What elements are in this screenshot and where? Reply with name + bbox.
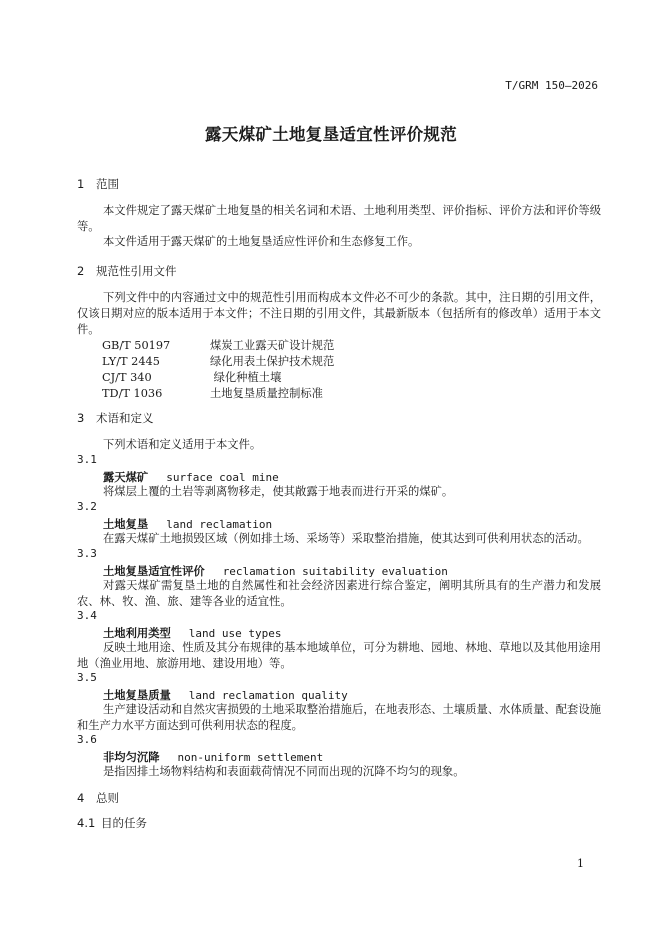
terms-intro: 下列术语和定义适用于本文件。 [103, 438, 262, 451]
section-heading-general [77, 790, 119, 806]
section-number: 4 [77, 791, 85, 805]
term-heading [103, 516, 272, 532]
subsection-number: 4.1 [77, 816, 96, 830]
term-chinese: 土地复垦适宜性评价 [103, 565, 205, 578]
term-chinese: 土地复垦质量 [103, 689, 171, 702]
term-definition: 反映土地用途、性质及其分布规律的基本地域单位，可分为耕地、园地、林地、草地以及其他用途用地（渔业用地、旅游用地、建设用地）等。 [77, 641, 601, 670]
reference-title: 土地复垦质量控制标准 [210, 387, 323, 400]
term-english: reclamation suitability evaluation [222, 565, 448, 578]
document-code: T/GRM 150—2026 [505, 79, 598, 92]
term-number: 3.6 [77, 733, 97, 746]
term-chinese: 土地利用类型 [103, 627, 171, 640]
term-number: 3.3 [77, 547, 97, 560]
term-english: land reclamation [166, 518, 273, 531]
reference-item [102, 369, 281, 385]
term-number: 3.1 [77, 453, 97, 466]
section-heading-scope [77, 176, 119, 192]
section-title: 总则 [96, 791, 119, 805]
term-chinese: 土地复垦 [103, 518, 149, 531]
term-heading [103, 749, 323, 765]
section-heading-references [77, 263, 177, 279]
reference-title: 绿化用表土保护技术规范 [210, 355, 335, 368]
section-title: 规范性引用文件 [96, 264, 177, 278]
document-title: 露天煤矿土地复垦适宜性评价规范 [205, 125, 457, 144]
reference-code: GB/T 50197 [102, 339, 171, 352]
section-number: 3 [77, 411, 85, 425]
subsection-heading [77, 815, 147, 831]
scope-paragraph: 本文件规定了露天煤矿土地复垦的相关名词和术语、土地利用类型、评价指标、评价方法和评价等级等。 [77, 204, 601, 233]
term-number: 3.4 [77, 609, 97, 622]
scope-paragraph: 本文件适用于露天煤矿的土地复垦适应性评价和生态修复工作。 [103, 235, 420, 248]
term-english: surface coal mine [166, 471, 279, 484]
term-number: 3.2 [77, 500, 97, 513]
term-definition: 生产建设活动和自然灾害损毁的土地采取整治措施后，在地表形态、土壤质量、水体质量、配套设施和生产力水平方面达到可供利用状态的程度。 [77, 703, 601, 732]
term-english: land reclamation quality [188, 689, 348, 702]
reference-title: 绿化种植土壤 [210, 371, 282, 384]
section-number: 2 [77, 264, 85, 278]
references-intro: 下列文件中的内容通过文中的规范性引用而构成本文件必不可少的条款。其中，注日期的引用文件，仅该日期对应的版本适用于本文件；不注日期的引用文件，其最新版本（包括所有的修改单）适用于本文件。 [77, 291, 601, 336]
term-definition: 将煤层上覆的土岩等剥离物移走，使其敞露于地表而进行开采的煤矿。 [103, 485, 454, 498]
section-number: 1 [77, 177, 85, 191]
reference-title: 煤炭工业露天矿设计规范 [210, 339, 335, 352]
section-title: 范围 [96, 177, 119, 191]
section-heading-terms [77, 410, 154, 426]
term-definition: 是指因排土场物料结构和表面载荷情况不同而出现的沉降不均匀的现象。 [103, 765, 465, 778]
reference-item [102, 337, 334, 353]
term-chinese: 非均匀沉降 [103, 751, 160, 764]
reference-item [102, 353, 334, 369]
term-definition: 在露天煤矿土地损毁区域（例如排土场、采场等）采取整治措施，使其达到可供利用状态的活动。 [103, 532, 589, 545]
term-definition: 对露天煤矿需复垦土地的自然属性和社会经济因素进行综合鉴定，阐明其所具有的生产潜力和发展农、林、牧、渔、旅、建等各业的适宜性。 [77, 579, 601, 608]
reference-code: TD/T 1036 [102, 387, 163, 400]
term-english: non-uniform settlement [177, 751, 324, 764]
term-heading [103, 563, 448, 579]
reference-code: CJ/T 340 [102, 371, 152, 384]
term-chinese: 露天煤矿 [103, 471, 149, 484]
term-english: land use types [188, 627, 282, 640]
subsection-title: 目的任务 [101, 816, 147, 830]
term-heading [103, 687, 348, 703]
page-number: 1 [577, 857, 584, 870]
reference-code: LY/T 2445 [102, 355, 160, 368]
reference-item [102, 385, 323, 401]
term-number: 3.5 [77, 671, 97, 684]
term-heading [103, 469, 279, 485]
section-title: 术语和定义 [96, 411, 154, 425]
term-heading [103, 625, 282, 641]
